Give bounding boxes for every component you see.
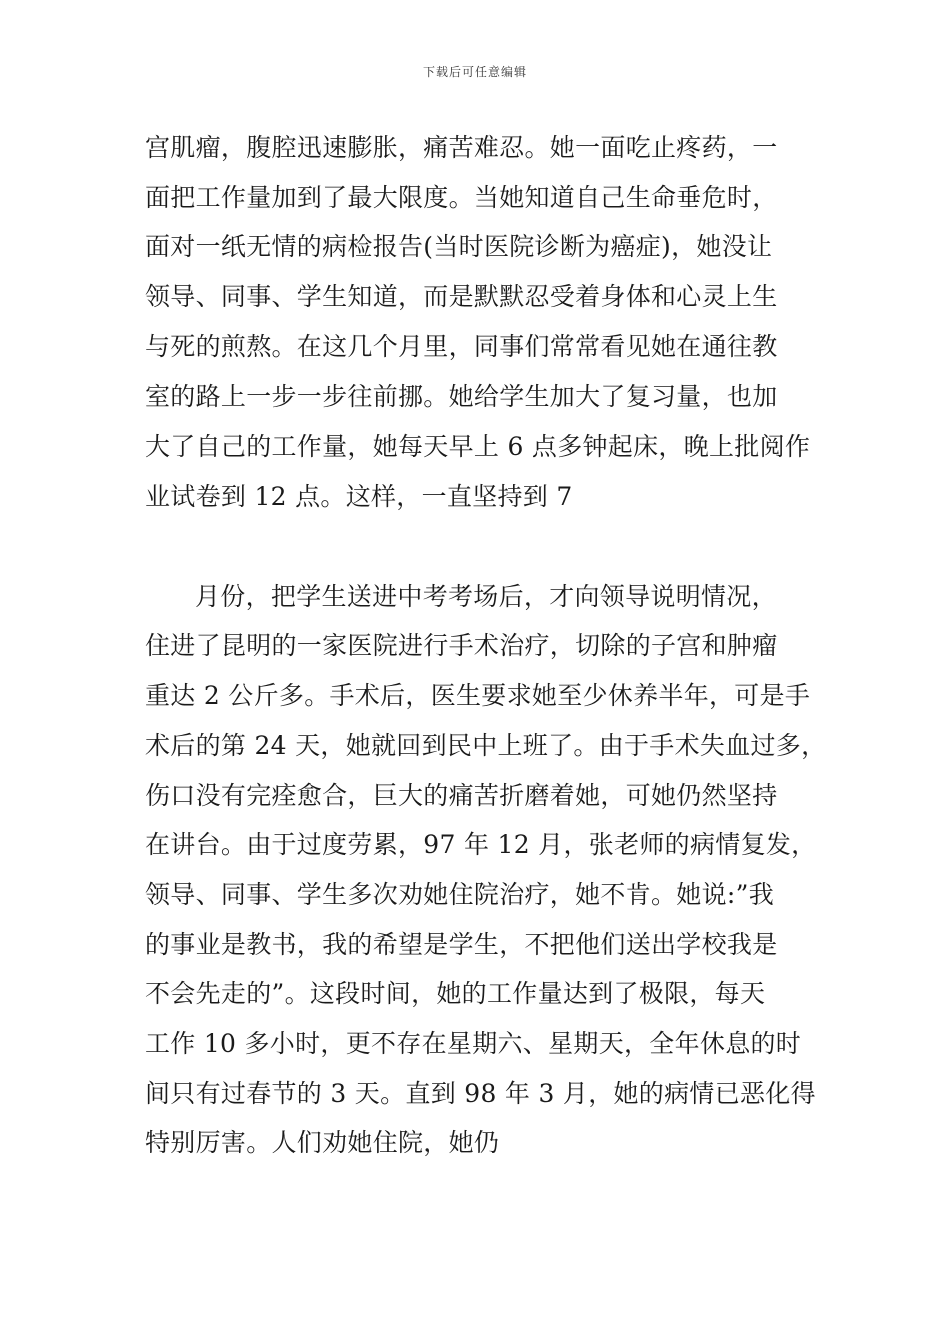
text-line: 伤口没有完痊愈合，巨大的痛苦折磨着她，可她仍然坚持 [145, 781, 778, 810]
text-line: 面把工作量加到了最大限度。当她知道自己生命垂危时， [145, 183, 778, 212]
text-line: 大了自己的工作量，她每天早上 6 点多钟起床，晚上批阅作 [145, 432, 811, 461]
text-line: 面对一纸无情的病检报告(当时医院诊断为癌症)，她没让 [145, 232, 773, 261]
text-line: 术后的第 24 天，她就回到民中上班了。由于手术失血过多， [145, 731, 827, 760]
text-line: 室的路上一步一步往前挪。她给学生加大了复习量，也加 [145, 382, 778, 411]
text-line: 领导、同事、学生知道，而是默默忍受着身体和心灵上生 [145, 282, 778, 311]
text-line: 领导、同事、学生多次劝她住院治疗，她不肯。她说:”我 [145, 880, 775, 909]
text-line: 重达 2 公斤多。手术后，医生要求她至少休养半年，可是手 [145, 681, 811, 710]
text-line: 与死的煎熬。在这几个月里，同事们常常看见她在通往教 [145, 332, 778, 361]
text-line: 不会先走的”。这段时间，她的工作量达到了极限，每天 [145, 979, 766, 1008]
text-line: 业试卷到 12 点。这样，一直坚持到 7 [145, 482, 573, 511]
text-line: 宫肌瘤，腹腔迅速膨胀，痛苦难忍。她一面吃止疼药，一 [145, 133, 778, 162]
text-line: 特别厉害。人们劝她住院，她仍 [145, 1128, 500, 1157]
text-line: 住进了昆明的一家医院进行手术治疗，切除的子宫和肿瘤 [145, 631, 778, 660]
text-line: 工作 10 多小时，更不存在星期六、星期天，全年休息的时 [145, 1029, 802, 1058]
text-line: 在讲台。由于过度劳累，97 年 12 月，张老师的病情复发， [145, 830, 817, 859]
text-line-indented: 月份，把学生送进中考考场后，才向领导说明情况， [195, 582, 777, 611]
page-header: 下载后可任意编辑 [422, 65, 527, 79]
text-line: 的事业是教书，我的希望是学生，不把他们送出学校我是 [145, 930, 778, 959]
text-line: 间只有过春节的 3 天。直到 98 年 3 月，她的病情已恶化得 [145, 1079, 816, 1108]
